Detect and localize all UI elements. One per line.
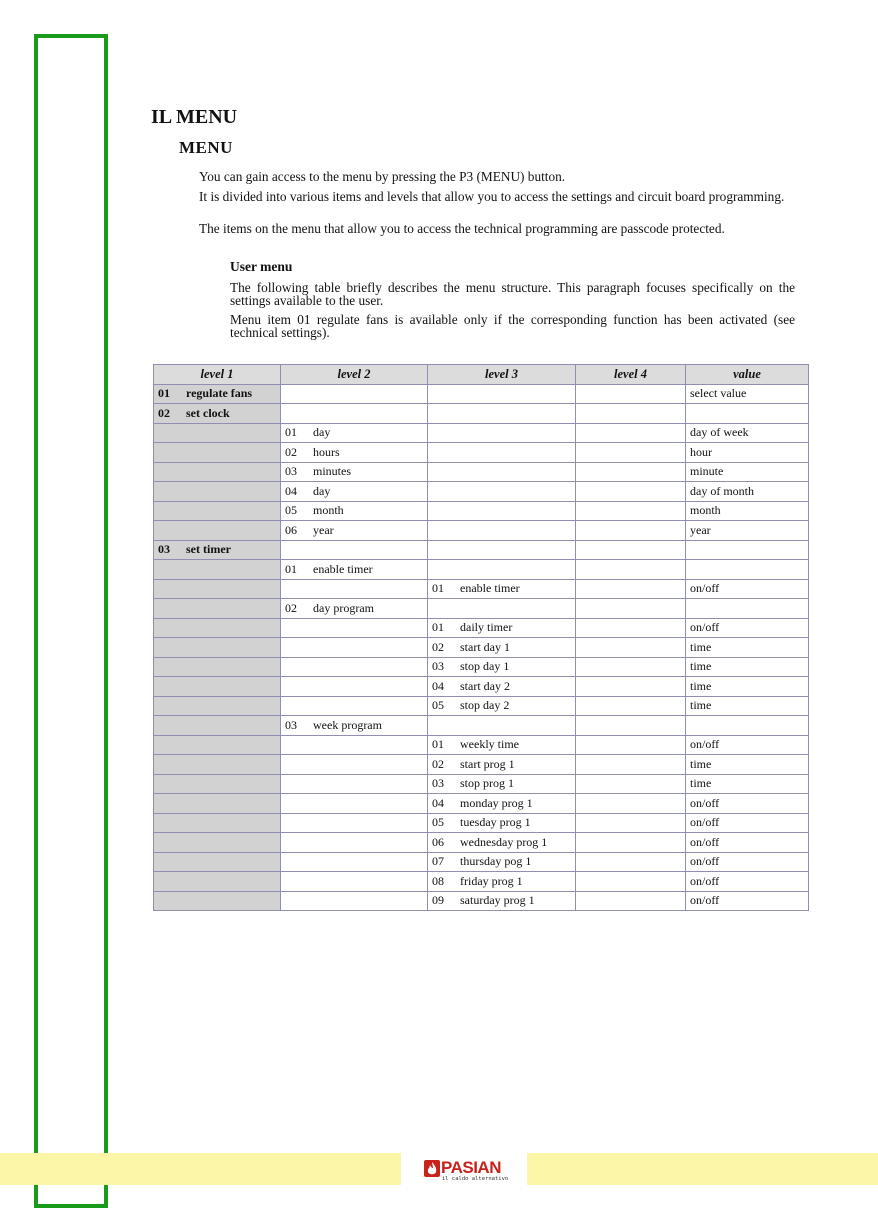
level3-label: stop day 1 [460, 659, 510, 674]
table-cell [281, 462, 428, 482]
table-cell [686, 696, 809, 716]
table-cell [154, 735, 281, 755]
item-number: 04 [285, 483, 297, 498]
table-cell [576, 443, 686, 463]
table-cell [154, 540, 281, 560]
table-cell [686, 384, 809, 404]
level3-label: stop day 2 [460, 698, 510, 713]
table-row [154, 677, 809, 697]
item-number: 06 [285, 522, 297, 537]
logo-tagline: il caldo alternativo [442, 1176, 509, 1182]
level2-label: day [313, 425, 331, 440]
level3-label: tuesday prog 1 [460, 815, 531, 830]
level3-label: friday prog 1 [460, 873, 523, 888]
value-label: day of month [690, 483, 754, 498]
table-row [154, 599, 809, 619]
table-cell [281, 560, 428, 580]
table-cell [686, 735, 809, 755]
level3-label: saturday prog 1 [460, 893, 535, 908]
table-cell [428, 774, 576, 794]
item-number: 06 [432, 834, 444, 849]
table-cell [686, 560, 809, 580]
table-row [154, 638, 809, 658]
table-cell [576, 755, 686, 775]
user-menu-paragraph: Menu item 01 regulate fans is available only if the corresponding function has been activated (see technical settings). [230, 312, 795, 340]
table-cell [281, 384, 428, 404]
table-cell [154, 755, 281, 775]
table-cell [428, 657, 576, 677]
table-cell [428, 755, 576, 775]
column-header: level 2 [281, 365, 428, 385]
value-label: on/off [690, 854, 720, 869]
table-cell [428, 501, 576, 521]
level3-label: start day 2 [460, 678, 510, 693]
table-cell [154, 443, 281, 463]
level3-label: stop prog 1 [460, 776, 514, 791]
table-row [154, 657, 809, 677]
level3-label: thursday pog 1 [460, 854, 532, 869]
table-cell [428, 696, 576, 716]
user-menu-paragraph: The following table briefly describes the menu structure. This paragraph focuses specifically on the settings available to the user. [230, 280, 795, 308]
item-number: 01 [432, 737, 444, 752]
column-header: value [686, 365, 809, 385]
value-label: time [690, 639, 712, 654]
table-cell [281, 618, 428, 638]
item-number: 02 [432, 756, 444, 771]
table-cell [428, 384, 576, 404]
column-header: level 1 [154, 365, 281, 385]
table-cell [281, 774, 428, 794]
level1-label: regulate fans [186, 386, 253, 401]
value-label: time [690, 659, 712, 674]
level3-label: daily timer [460, 620, 513, 635]
table-cell [281, 638, 428, 658]
table-row [154, 755, 809, 775]
table-cell [154, 579, 281, 599]
item-number: 01 [285, 425, 297, 440]
value-label: hour [690, 444, 712, 459]
table-cell [154, 696, 281, 716]
table-cell [281, 540, 428, 560]
table-row [154, 696, 809, 716]
table-cell [281, 599, 428, 619]
table-cell [154, 657, 281, 677]
table-row [154, 423, 809, 443]
table-cell [281, 443, 428, 463]
table-cell [428, 833, 576, 853]
table-cell [686, 872, 809, 892]
footer-band-right [527, 1153, 878, 1185]
value-label: day of week [690, 425, 749, 440]
table-row [154, 735, 809, 755]
table-cell [428, 599, 576, 619]
item-number: 07 [432, 854, 444, 869]
table-cell [686, 443, 809, 463]
table-cell [154, 482, 281, 502]
level3-label: start day 1 [460, 639, 510, 654]
value-label: time [690, 698, 712, 713]
level1-label: set clock [186, 405, 230, 420]
table-cell [576, 813, 686, 833]
value-label: on/off [690, 834, 720, 849]
item-number: 03 [285, 464, 297, 479]
table-cell [576, 638, 686, 658]
table-cell [428, 482, 576, 502]
table-cell [428, 852, 576, 872]
level2-label: month [313, 503, 344, 518]
table-cell [154, 638, 281, 658]
table-cell [428, 794, 576, 814]
value-label: on/off [690, 581, 720, 596]
table-cell [281, 852, 428, 872]
item-number: 04 [432, 678, 444, 693]
table-cell [154, 774, 281, 794]
value-label: select value [690, 386, 747, 401]
table-row [154, 462, 809, 482]
table-cell [428, 735, 576, 755]
item-number: 03 [158, 542, 170, 557]
menu-structure-table [153, 364, 809, 911]
table-cell [576, 657, 686, 677]
table-row [154, 852, 809, 872]
table-cell [154, 560, 281, 580]
table-cell [428, 891, 576, 911]
table-cell [686, 618, 809, 638]
value-label: on/off [690, 737, 720, 752]
level3-label: start prog 1 [460, 756, 515, 771]
item-number: 08 [432, 873, 444, 888]
item-number: 02 [285, 444, 297, 459]
item-number: 02 [158, 405, 170, 420]
table-cell [686, 521, 809, 541]
item-number: 05 [432, 815, 444, 830]
brand-logo [424, 1160, 516, 1184]
subsection-title: User menu [230, 259, 293, 274]
table-cell [686, 462, 809, 482]
value-label: on/off [690, 795, 720, 810]
table-cell [281, 735, 428, 755]
item-number: 01 [432, 620, 444, 635]
value-label: on/off [690, 873, 720, 888]
table-cell [686, 833, 809, 853]
table-cell [576, 501, 686, 521]
value-label: time [690, 756, 712, 771]
table-cell [686, 852, 809, 872]
table-cell [686, 501, 809, 521]
item-number: 02 [432, 639, 444, 654]
table-row [154, 501, 809, 521]
table-cell [428, 521, 576, 541]
table-cell [576, 833, 686, 853]
table-cell [154, 677, 281, 697]
value-label: on/off [690, 815, 720, 830]
table-row [154, 404, 809, 424]
table-cell [576, 482, 686, 502]
section-title: MENU [179, 138, 233, 157]
table-row [154, 482, 809, 502]
intro-paragraph: The items on the menu that allow you to access the technical programming are passcode protected. [199, 221, 725, 236]
table-cell [154, 384, 281, 404]
table-cell [281, 872, 428, 892]
table-row [154, 443, 809, 463]
table-row [154, 872, 809, 892]
level2-label: minutes [313, 464, 351, 479]
intro-paragraph: It is divided into various items and levels that allow you to access the settings and circuit board programming. [199, 189, 785, 204]
footer-band-left [0, 1153, 401, 1185]
column-header: level 3 [428, 365, 576, 385]
table-row [154, 774, 809, 794]
table-cell [686, 794, 809, 814]
table-cell [428, 677, 576, 697]
table-cell [576, 521, 686, 541]
table-cell [576, 852, 686, 872]
table-cell [154, 794, 281, 814]
table-cell [281, 891, 428, 911]
table-cell [281, 482, 428, 502]
table-cell [576, 579, 686, 599]
table-row [154, 540, 809, 560]
table-cell [428, 579, 576, 599]
item-number: 03 [432, 776, 444, 791]
table-cell [428, 813, 576, 833]
table-cell [686, 599, 809, 619]
table-cell [154, 872, 281, 892]
table-row [154, 833, 809, 853]
table-cell [281, 677, 428, 697]
level2-label: week program [313, 717, 382, 732]
table-cell [576, 677, 686, 697]
table-cell [428, 462, 576, 482]
table-row [154, 716, 809, 736]
table-cell [154, 891, 281, 911]
flame-icon [424, 1160, 440, 1177]
table-cell [281, 755, 428, 775]
table-row [154, 618, 809, 638]
table-row [154, 813, 809, 833]
level1-label: set timer [186, 542, 231, 557]
table-cell [686, 716, 809, 736]
level3-label: wednesday prog 1 [460, 834, 548, 849]
table-cell [686, 540, 809, 560]
level2-label: hours [313, 444, 340, 459]
table-cell [428, 540, 576, 560]
table-cell [428, 872, 576, 892]
table-cell [576, 618, 686, 638]
value-label: on/off [690, 893, 720, 908]
table-row [154, 891, 809, 911]
table-cell [281, 716, 428, 736]
item-number: 01 [285, 561, 297, 576]
table-cell [281, 501, 428, 521]
item-number: 01 [432, 581, 444, 596]
table-row [154, 560, 809, 580]
table-cell [428, 404, 576, 424]
table-cell [428, 638, 576, 658]
value-label: year [690, 522, 711, 537]
table-cell [576, 735, 686, 755]
table-cell [281, 579, 428, 599]
table-cell [576, 599, 686, 619]
level3-label: weekly time [460, 737, 519, 752]
value-label: time [690, 678, 712, 693]
table-cell [428, 560, 576, 580]
table-cell [154, 599, 281, 619]
table-cell [154, 813, 281, 833]
table-row [154, 579, 809, 599]
table-cell [154, 521, 281, 541]
level2-label: enable timer [313, 561, 373, 576]
level2-label: day [313, 483, 331, 498]
logo-wordmark: PASIAN [441, 1158, 501, 1177]
item-number: 02 [285, 600, 297, 615]
level2-label: year [313, 522, 334, 537]
table-header-row [154, 365, 809, 385]
item-number: 05 [432, 698, 444, 713]
table-cell [154, 423, 281, 443]
table-cell [281, 794, 428, 814]
table-cell [428, 716, 576, 736]
column-header: level 4 [576, 365, 686, 385]
item-number: 09 [432, 893, 444, 908]
table-cell [576, 404, 686, 424]
page-frame-bar [34, 34, 108, 1208]
table-cell [576, 774, 686, 794]
item-number: 01 [158, 386, 170, 401]
table-cell [154, 833, 281, 853]
value-label: time [690, 776, 712, 791]
table-cell [576, 423, 686, 443]
level3-label: monday prog 1 [460, 795, 533, 810]
table-cell [686, 657, 809, 677]
value-label: month [690, 503, 721, 518]
table-cell [428, 618, 576, 638]
value-label: on/off [690, 620, 720, 635]
table-cell [154, 618, 281, 638]
table-cell [281, 521, 428, 541]
table-cell [576, 716, 686, 736]
table-cell [576, 891, 686, 911]
table-cell [576, 384, 686, 404]
table-cell [428, 423, 576, 443]
table-cell [576, 794, 686, 814]
table-cell [686, 891, 809, 911]
item-number: 03 [285, 717, 297, 732]
table-cell [576, 872, 686, 892]
level3-label: enable timer [460, 581, 520, 596]
table-cell [686, 423, 809, 443]
table-cell [281, 423, 428, 443]
level2-label: day program [313, 600, 374, 615]
table-cell [154, 716, 281, 736]
item-number: 03 [432, 659, 444, 674]
table-cell [281, 657, 428, 677]
table-cell [576, 696, 686, 716]
item-number: 05 [285, 503, 297, 518]
table-cell [428, 443, 576, 463]
table-row [154, 794, 809, 814]
table-cell [281, 696, 428, 716]
table-cell [154, 404, 281, 424]
table-row [154, 521, 809, 541]
table-cell [686, 482, 809, 502]
table-cell [686, 755, 809, 775]
item-number: 04 [432, 795, 444, 810]
page-title: IL MENU [151, 106, 238, 128]
table-cell [686, 638, 809, 658]
table-cell [576, 462, 686, 482]
table-cell [686, 579, 809, 599]
table-cell [686, 813, 809, 833]
table-cell [576, 560, 686, 580]
table-row [154, 384, 809, 404]
table-cell [686, 774, 809, 794]
table-cell [686, 404, 809, 424]
table-cell [154, 462, 281, 482]
table-cell [576, 540, 686, 560]
table-cell [154, 852, 281, 872]
intro-paragraph: You can gain access to the menu by pressing the P3 (MENU) button. [199, 169, 566, 184]
table-cell [281, 404, 428, 424]
table-cell [154, 501, 281, 521]
table-cell [281, 833, 428, 853]
table-cell [686, 677, 809, 697]
value-label: minute [690, 464, 724, 479]
table-cell [281, 813, 428, 833]
